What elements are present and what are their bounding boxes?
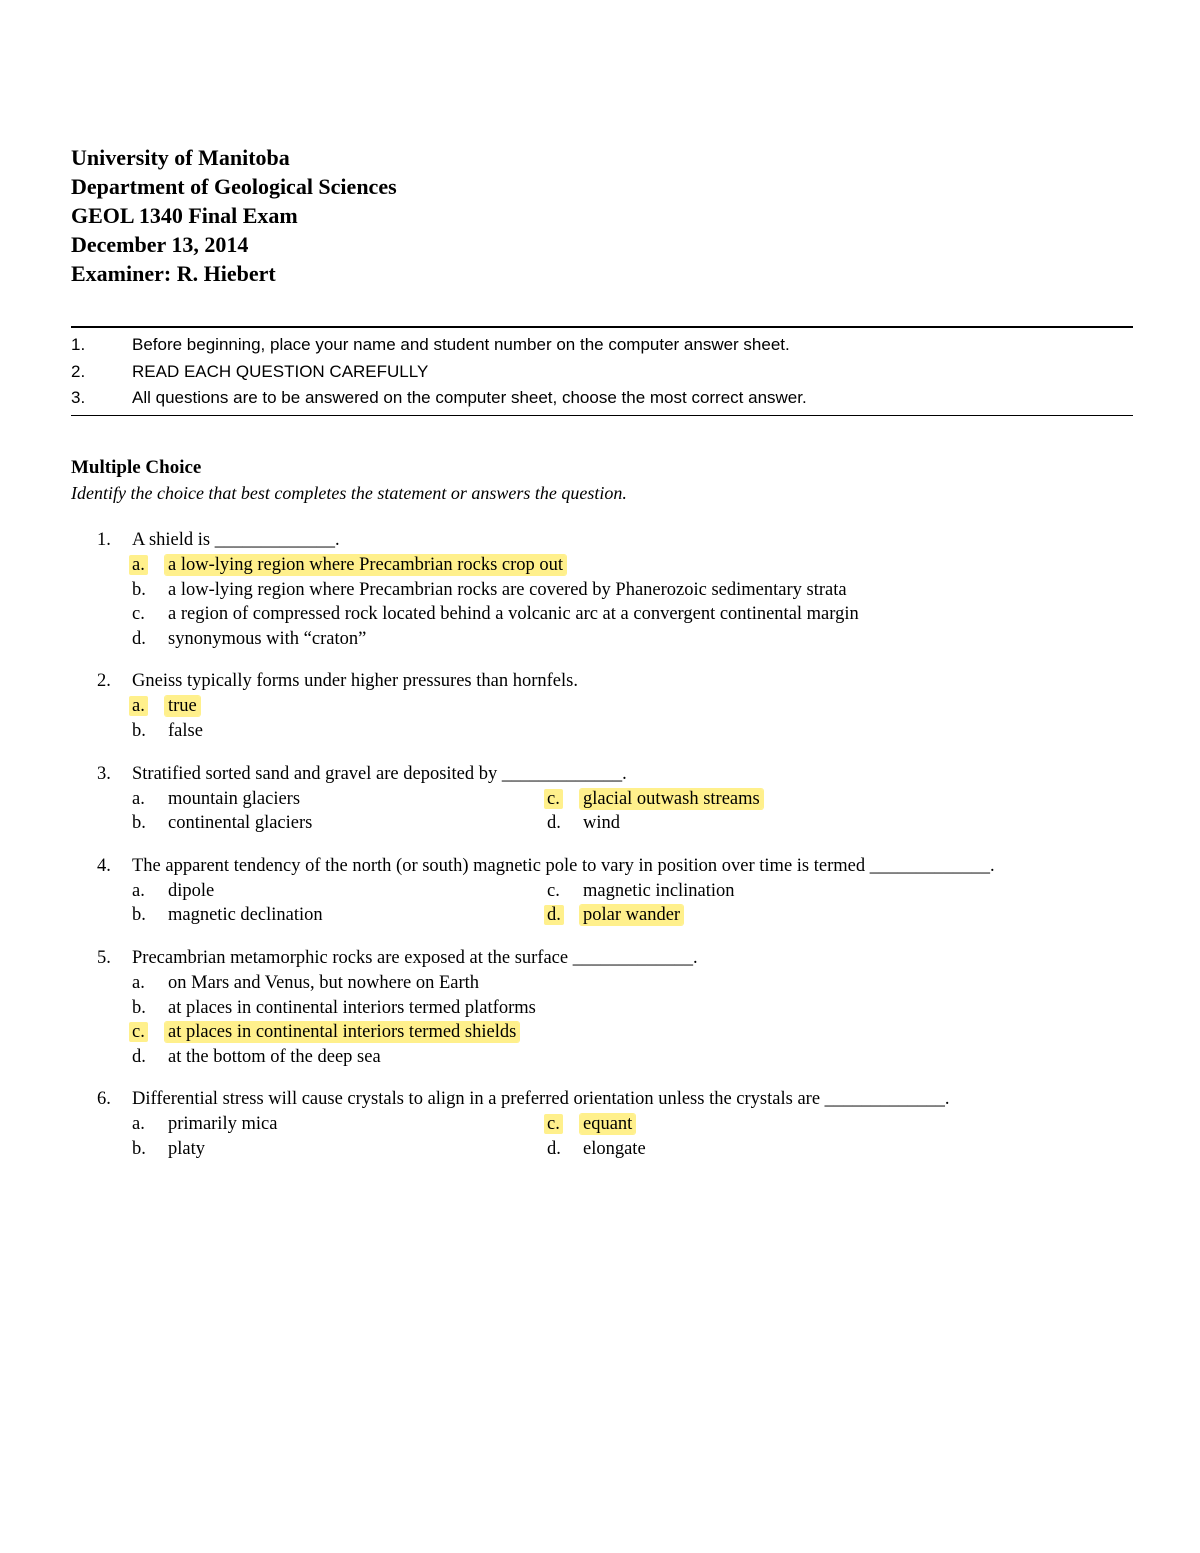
- option-letter: a.: [132, 1114, 145, 1135]
- answer-option: [132, 787, 547, 812]
- answer-option: [132, 553, 952, 578]
- option-letter: a.: [132, 972, 145, 993]
- option-text-highlighted: polar wander: [580, 905, 683, 925]
- instruction-number: 2.: [71, 361, 86, 381]
- question: [97, 762, 1147, 836]
- option-letter: d.: [544, 905, 564, 925]
- question: [97, 528, 1147, 651]
- option-letter: c.: [544, 789, 563, 809]
- option-text: wind: [583, 813, 620, 834]
- question-number: 2.: [97, 671, 111, 692]
- option-text: platy: [168, 1138, 205, 1159]
- option-letter: a.: [129, 555, 148, 575]
- option-text: dipole: [168, 880, 215, 901]
- answer-option: [132, 1020, 952, 1045]
- option-text-highlighted: a low-lying region where Precambrian rocks crop out: [165, 555, 566, 575]
- answer-option: [132, 694, 952, 719]
- instruction-text: Before beginning, place your name and student number on the computer answer sheet.: [132, 335, 790, 355]
- question-text: Precambrian metamorphic rocks are exposed at the surface _____________.: [132, 947, 698, 968]
- question-number: 1.: [97, 530, 111, 550]
- question-text: Gneiss typically forms under higher pressures than hornfels.: [132, 671, 578, 692]
- answer-option: [547, 787, 962, 812]
- option-text-highlighted: at places in continental interiors termed shields: [165, 1022, 519, 1042]
- option-text: at places in continental interiors termed platforms: [168, 997, 536, 1018]
- answer-option: [132, 602, 952, 627]
- answer-option: [132, 1137, 547, 1162]
- section-title: Multiple Choice: [71, 457, 202, 478]
- option-letter: c.: [129, 1022, 148, 1042]
- instruction-text: READ EACH QUESTION CAREFULLY: [132, 361, 429, 381]
- question-text: Stratified sorted sand and gravel are deposited by _____________.: [132, 763, 627, 784]
- answer-option: [132, 996, 952, 1021]
- option-text: mountain glaciers: [168, 788, 301, 809]
- answer-option: [132, 811, 547, 836]
- question: [97, 1087, 1147, 1161]
- question: [97, 669, 1147, 743]
- option-text-highlighted: equant: [580, 1114, 635, 1134]
- option-letter: b.: [132, 1138, 146, 1159]
- instruction-text: All questions are to be answered on the computer sheet, choose the most correct answer.: [132, 388, 807, 408]
- option-letter: c.: [544, 1114, 563, 1134]
- answer-option: [547, 879, 962, 904]
- option-letter: c.: [547, 880, 560, 901]
- answer-option: [132, 879, 547, 904]
- option-letter: a.: [129, 696, 148, 716]
- question-text: The apparent tendency of the north (or south) magnetic pole to vary in position over time is termed _____________.: [132, 855, 995, 876]
- answer-option: [132, 1045, 952, 1070]
- answer-option: [132, 1112, 547, 1137]
- option-text: a low-lying region where Precambrian rocks are covered by Phanerozoic sedimentary strata: [168, 579, 847, 600]
- option-text-highlighted: true: [165, 696, 200, 716]
- department-name: Department of Geological Sciences: [71, 174, 397, 199]
- option-text-highlighted: glacial outwash streams: [580, 789, 763, 809]
- option-text: magnetic inclination: [583, 880, 735, 901]
- option-text: synonymous with “craton”: [168, 628, 367, 649]
- question-text: A shield is _____________.: [132, 530, 340, 550]
- option-letter: d.: [132, 628, 146, 649]
- instructions-box: [71, 326, 1133, 416]
- option-text: on Mars and Venus, but nowhere on Earth: [168, 972, 480, 993]
- examiner-name: Examiner: R. Hiebert: [71, 261, 276, 286]
- answer-option: [547, 1112, 962, 1137]
- instruction-item: [71, 359, 1133, 386]
- question: [97, 946, 1147, 1069]
- answer-option: [547, 903, 962, 928]
- option-letter: b.: [132, 720, 146, 741]
- option-text: magnetic declination: [168, 905, 323, 926]
- question-number: 5.: [97, 947, 111, 968]
- option-letter: a.: [132, 880, 145, 901]
- option-text: primarily mica: [168, 1114, 278, 1135]
- instruction-item: [71, 332, 1133, 359]
- instruction-number: 1.: [71, 335, 86, 355]
- option-letter: b.: [132, 813, 146, 834]
- question-number: 6.: [97, 1089, 111, 1110]
- option-letter: a.: [132, 788, 145, 809]
- section-heading: [71, 455, 1151, 505]
- question: [97, 854, 1147, 928]
- option-text: at the bottom of the deep sea: [168, 1046, 381, 1067]
- option-letter: d.: [547, 1138, 561, 1159]
- option-letter: b.: [132, 579, 146, 600]
- option-letter: c.: [132, 604, 145, 625]
- section-subtitle: Identify the choice that best completes the statement or answers the question.: [71, 483, 627, 503]
- option-letter: b.: [132, 997, 146, 1018]
- university-name: University of Manitoba: [71, 145, 290, 170]
- option-letter: b.: [132, 905, 146, 926]
- question-number: 4.: [97, 855, 111, 876]
- answer-option: [132, 903, 547, 928]
- answer-option: [132, 578, 952, 603]
- question-list: [97, 528, 1147, 1180]
- answer-option: [132, 971, 952, 996]
- answer-option: [132, 627, 952, 652]
- option-letter: d.: [547, 813, 561, 834]
- instruction-number: 3.: [71, 388, 86, 408]
- answer-option: [547, 811, 962, 836]
- option-text: false: [168, 720, 203, 741]
- course-title: GEOL 1340 Final Exam: [71, 203, 298, 228]
- option-text: continental glaciers: [168, 813, 313, 834]
- exam-date: December 13, 2014: [71, 232, 249, 257]
- question-text: Differential stress will cause crystals to align in a preferred orientation unless the crystals are _____________.: [132, 1089, 950, 1110]
- answer-option: [132, 719, 952, 744]
- exam-header: [71, 143, 397, 288]
- answer-option: [547, 1137, 962, 1162]
- instruction-item: [71, 385, 1133, 412]
- option-text: a region of compressed rock located behind a volcanic arc at a convergent continental margin: [168, 604, 859, 625]
- question-number: 3.: [97, 763, 111, 784]
- option-text: elongate: [583, 1138, 646, 1159]
- option-letter: d.: [132, 1046, 146, 1067]
